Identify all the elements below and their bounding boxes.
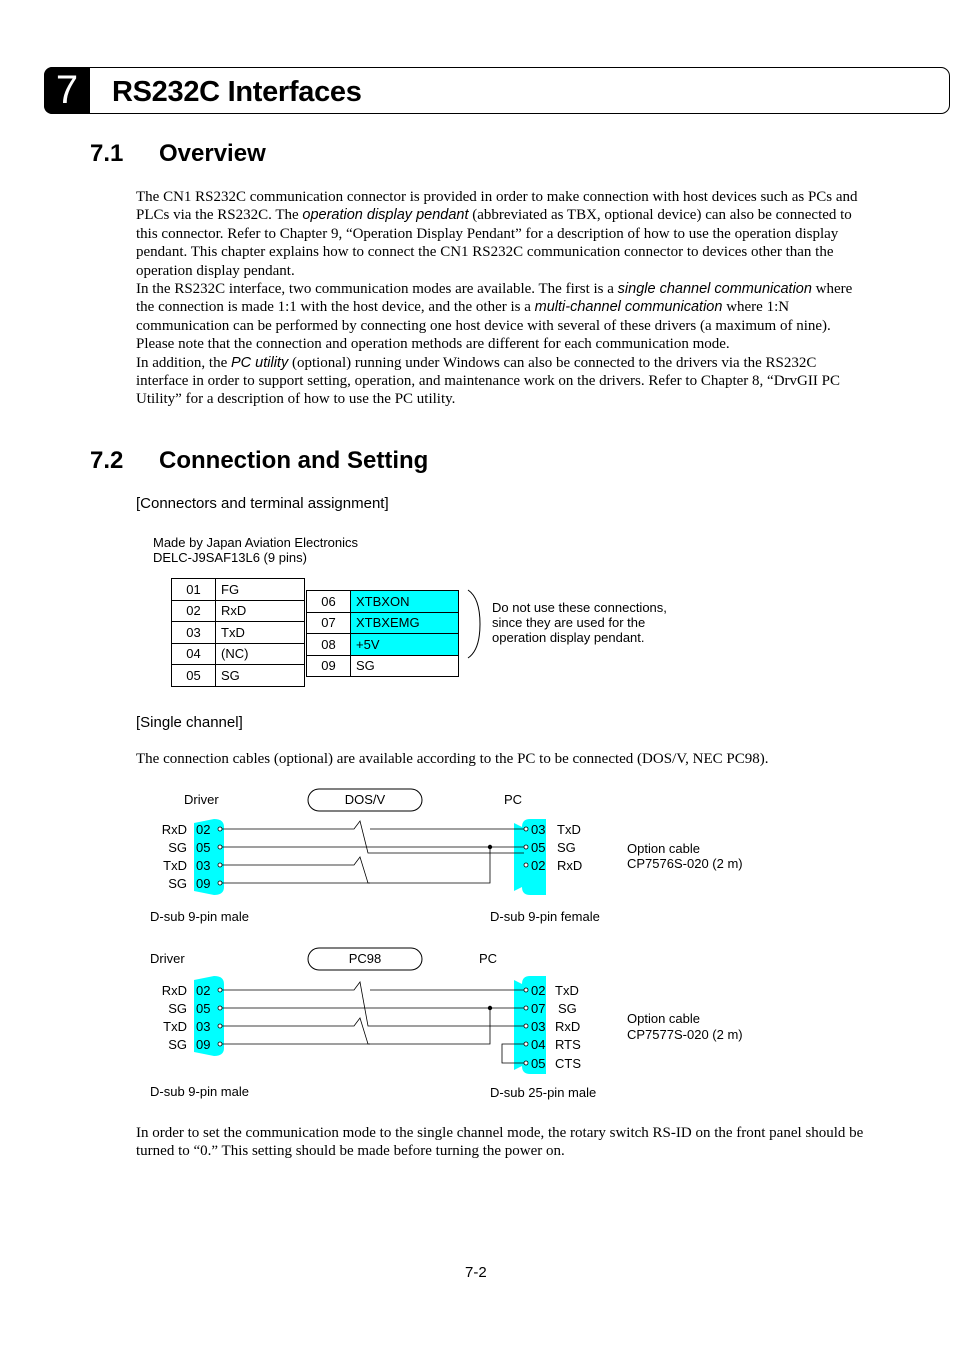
pin-number: 07 (307, 612, 351, 634)
connector-maker-line1: Made by Japan Aviation Electronics (153, 535, 358, 550)
right-connector-type: D-sub 25-pin male (490, 1085, 597, 1100)
pin-number: 08 (307, 634, 351, 656)
overview-p3-a: In addition, the (136, 354, 231, 371)
pin-table-left (171, 578, 305, 687)
left-pin: 05 (196, 1001, 211, 1016)
cable-option-label: Option cable (627, 1011, 700, 1026)
left-signal: SG (168, 840, 187, 855)
overview-p2-a: In the RS232C interface, two communication modes are available. The first is a (136, 281, 618, 298)
pin-label: RxD (216, 600, 305, 622)
overview-p1-a: The CN1 RS232C communication connector is provided in order to make connection with host devices such as PCs and PLCs via the RS232C. The (136, 189, 858, 224)
single-channel-intro: The connection cables (optional) are available according to the PC to be connected (DOS/V, NEC PC98). (136, 751, 769, 767)
right-pin: 04 (531, 1037, 546, 1052)
pin-number: 03 (172, 622, 216, 644)
right-signal: TxD (555, 983, 579, 998)
table-row (307, 634, 459, 656)
table-row (172, 643, 305, 665)
pin-number: 09 (307, 655, 351, 677)
left-signal: SG (168, 1037, 187, 1052)
overview-p2-em1: single channel communication (617, 281, 812, 298)
left-pin: 02 (196, 983, 211, 998)
overview-p1-b: (abbreviated as TBX, optional device) can also be connected to this connector. Refer to Chapter 9, “Operation Display Pendant” for a description of how to use the operation display pendant. This chapter explains how to connect the CN1 RS232C communication connector to devices other than the operation display pendant. (136, 207, 852, 279)
left-signal: TxD (163, 1019, 187, 1034)
section-title-overview: Overview (159, 140, 266, 167)
table-row (307, 591, 459, 613)
driver-label: Driver (150, 951, 185, 966)
pin-label: TxD (216, 622, 305, 644)
left-signal: SG (168, 1001, 187, 1016)
pin-number: 02 (172, 600, 216, 622)
cable-type-label: PC98 (348, 951, 382, 966)
driver-label: Driver (184, 792, 219, 807)
single-channel-heading: [Single channel] (136, 714, 243, 731)
note-line1: Do not use these connections, (492, 600, 667, 615)
connector-maker-line2: DELC-J9SAF13L6 (9 pins) (153, 550, 307, 565)
left-pin: 03 (196, 858, 211, 873)
right-pin: 07 (531, 1001, 546, 1016)
section-number-connection: 7.2 (90, 447, 124, 474)
overview-p3-em: PC utility (230, 354, 289, 371)
right-pin: 03 (531, 822, 546, 837)
pin-label: FG (216, 579, 305, 601)
left-pin: 05 (196, 840, 211, 855)
overview-p2-b: where the connection is made 1:1 with the host device, and the other is a (136, 281, 853, 316)
right-signal: RxD (555, 1019, 581, 1034)
left-pin: 03 (196, 1019, 211, 1034)
table-row (172, 665, 305, 687)
pin-number: 06 (307, 591, 351, 613)
right-signal: SG (558, 1001, 577, 1016)
pin-label: SG (216, 665, 305, 687)
cable-type-label: DOS/V (344, 792, 386, 807)
left-pin: 09 (196, 1037, 211, 1052)
pin-number: 04 (172, 643, 216, 665)
table-row (172, 600, 305, 622)
note-brace (466, 588, 486, 660)
left-connector-type: D-sub 9-pin male (150, 909, 249, 924)
left-signal: TxD (163, 858, 187, 873)
cable-part-number: CP7577S-020 (2 m) (627, 1027, 743, 1042)
left-signal: SG (168, 876, 187, 891)
overview-body (136, 188, 868, 409)
overview-p3-b: (optional) running under Windows can also be connected to the drivers via the RS232C interface in order to support setting, operation, and maintenance work on the drivers. Refer to Chapter 8, “DrvGII PC Utility” for a description of how to use the PC utility. (136, 354, 840, 408)
table-row (307, 655, 459, 677)
pin-number: 01 (172, 579, 216, 601)
section-number-overview: 7.1 (90, 140, 124, 167)
left-signal: RxD (161, 822, 187, 837)
overview-p2-em2: multi-channel communication (534, 299, 723, 316)
section-title-connection: Connection and Setting (159, 447, 429, 474)
overview-p2-c: where 1:N communication can be performed by connecting one host device with several of these drivers (a maximum of nine). Please note that the connection and operation methods are different for each communication mode. (136, 299, 831, 353)
right-pin: 05 (531, 1056, 546, 1071)
cable-option-label: Option cable (627, 841, 700, 856)
pin-label-reserved: XTBXEMG (351, 612, 459, 634)
reserved-pins-note (492, 600, 667, 645)
left-signal: RxD (161, 983, 187, 998)
pin-label: SG (351, 655, 459, 677)
right-signal: CTS (555, 1056, 581, 1071)
right-pin: 05 (531, 840, 546, 855)
left-pin: 09 (196, 876, 211, 891)
table-row (172, 622, 305, 644)
left-connector-type: D-sub 9-pin male (150, 1084, 249, 1099)
pin-number: 05 (172, 665, 216, 687)
right-signal: RTS (555, 1037, 581, 1052)
right-pin: 02 (531, 983, 546, 998)
left-pin: 02 (196, 822, 211, 837)
right-pin: 02 (531, 858, 546, 873)
pin-label-reserved: XTBXON (351, 591, 459, 613)
wiring-diagram-dosv (140, 782, 780, 932)
right-pin: 03 (531, 1019, 546, 1034)
right-connector-type: D-sub 9-pin female (490, 909, 600, 924)
connector-maker (153, 535, 358, 565)
wiring-diagram-pc98 (140, 942, 780, 1107)
overview-p1-em: operation display pendant (302, 207, 469, 224)
table-row (172, 579, 305, 601)
cable-part-number: CP7576S-020 (2 m) (627, 856, 743, 871)
connectors-heading: [Connectors and terminal assignment] (136, 495, 389, 512)
note-line3: operation display pendant. (492, 630, 645, 645)
pc-label: PC (479, 951, 498, 966)
pc-label: PC (504, 792, 523, 807)
page-number: 7-2 (465, 1264, 487, 1281)
chapter-number: 7 (44, 67, 90, 114)
pin-table-right (306, 590, 459, 677)
right-signal: RxD (557, 858, 583, 873)
chapter-title: RS232C Interfaces (112, 76, 362, 108)
single-channel-closing: In order to set the communication mode to the single channel mode, the rotary switch RS-ID on the front panel should be turned to “0.” This setting should be made before turning the power on. (136, 1125, 864, 1160)
right-signal: SG (557, 840, 576, 855)
pin-label-reserved: +5V (351, 634, 459, 656)
pin-label: (NC) (216, 643, 305, 665)
right-signal: TxD (557, 822, 581, 837)
table-row (307, 612, 459, 634)
note-line2: since they are used for the (492, 615, 646, 630)
